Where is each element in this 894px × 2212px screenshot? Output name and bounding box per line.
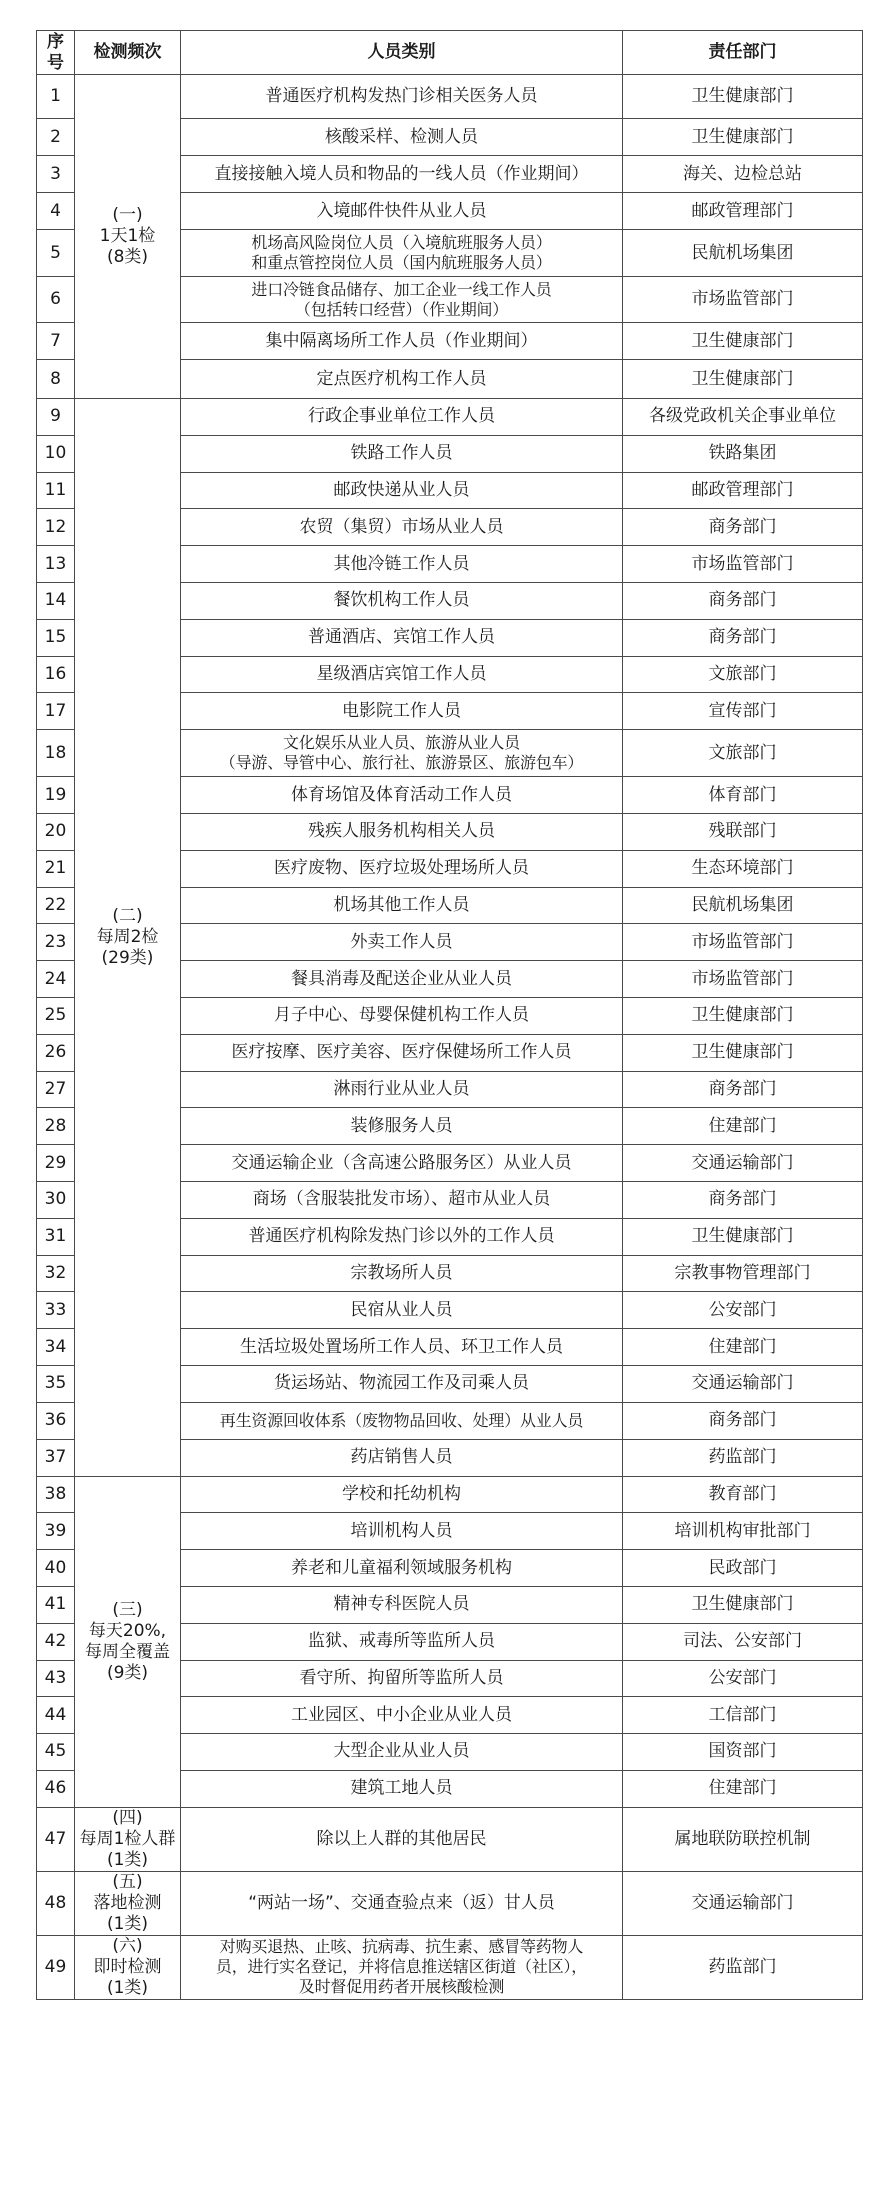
personnel-category: 药店销售人员 <box>181 1439 623 1476</box>
personnel-category: 电影院工作人员 <box>181 693 623 730</box>
responsible-department: 体育部门 <box>623 777 863 814</box>
row-number: 22 <box>37 887 75 924</box>
frequency-group-1: (一) 1天1检 (8类) <box>75 75 181 399</box>
row-number: 17 <box>37 693 75 730</box>
personnel-category: 淋雨行业从业人员 <box>181 1071 623 1108</box>
responsible-department: 住建部门 <box>623 1329 863 1366</box>
row-number: 41 <box>37 1586 75 1623</box>
responsible-department: 民航机场集团 <box>623 230 863 277</box>
responsible-department: 药监部门 <box>623 1439 863 1476</box>
responsible-department: 交通运输部门 <box>623 1145 863 1182</box>
row-number: 16 <box>37 656 75 693</box>
table-row <box>37 399 863 436</box>
responsible-department: 宣传部门 <box>623 693 863 730</box>
frequency-group-4: (四) 每周1检人群 (1类) <box>75 1807 181 1871</box>
personnel-category: 再生资源回收体系（废物物品回收、处理）从业人员 <box>181 1402 623 1439</box>
row-number: 36 <box>37 1402 75 1439</box>
responsible-department: 商务部门 <box>623 509 863 546</box>
personnel-category: 星级酒店宾馆工作人员 <box>181 656 623 693</box>
row-number: 49 <box>37 1935 75 1999</box>
personnel-category: 商场（含服装批发市场）、超市从业人员 <box>181 1181 623 1218</box>
frequency-group-6: (六) 即时检测 (1类) <box>75 1935 181 1999</box>
personnel-category: 体育场馆及体育活动工作人员 <box>181 777 623 814</box>
responsible-department: 卫生健康部门 <box>623 360 863 399</box>
row-number: 30 <box>37 1181 75 1218</box>
testing-frequency-table <box>36 30 863 2000</box>
personnel-category: 进口冷链食品储存、加工企业一线工作人员 （包括转口经营）（作业期间） <box>181 277 623 323</box>
frequency-group-5: (五) 落地检测 (1类) <box>75 1871 181 1935</box>
responsible-department: 市场监管部门 <box>623 546 863 583</box>
responsible-department: 生态环境部门 <box>623 850 863 887</box>
table-row <box>37 1871 863 1935</box>
responsible-department: 卫生健康部门 <box>623 75 863 119</box>
personnel-category: 普通酒店、宾馆工作人员 <box>181 619 623 656</box>
row-number: 11 <box>37 472 75 509</box>
responsible-department: 商务部门 <box>623 1181 863 1218</box>
responsible-department: 属地联防联控机制 <box>623 1807 863 1871</box>
row-number: 10 <box>37 435 75 472</box>
personnel-category: 民宿从业人员 <box>181 1292 623 1329</box>
row-number: 26 <box>37 1034 75 1071</box>
row-number: 46 <box>37 1770 75 1807</box>
row-number: 43 <box>37 1660 75 1697</box>
personnel-category: 农贸（集贸）市场从业人员 <box>181 509 623 546</box>
row-number: 2 <box>37 119 75 156</box>
row-number: 21 <box>37 850 75 887</box>
personnel-category: 医疗按摩、医疗美容、医疗保健场所工作人员 <box>181 1034 623 1071</box>
responsible-department: 海关、边检总站 <box>623 156 863 193</box>
row-number: 3 <box>37 156 75 193</box>
frequency-group-2: (二) 每周2检 (29类) <box>75 399 181 1477</box>
personnel-category: 铁路工作人员 <box>181 435 623 472</box>
responsible-department: 邮政管理部门 <box>623 472 863 509</box>
personnel-category: 装修服务人员 <box>181 1108 623 1145</box>
personnel-category: 对购买退热、止咳、抗病毒、抗生素、感冒等药物人 员，进行实名登记，并将信息推送辖区街道（社区）， 及时督促用药者开展核酸检测 <box>181 1935 623 1999</box>
responsible-department: 商务部门 <box>623 1402 863 1439</box>
responsible-department: 残联部门 <box>623 813 863 850</box>
row-number: 13 <box>37 546 75 583</box>
responsible-department: 文旅部门 <box>623 656 863 693</box>
responsible-department: 教育部门 <box>623 1476 863 1513</box>
responsible-department: 卫生健康部门 <box>623 119 863 156</box>
personnel-category: 看守所、拘留所等监所人员 <box>181 1660 623 1697</box>
row-number: 32 <box>37 1255 75 1292</box>
row-number: 8 <box>37 360 75 399</box>
header-freq: 检测频次 <box>75 31 181 75</box>
responsible-department: 商务部门 <box>623 582 863 619</box>
personnel-category: 定点医疗机构工作人员 <box>181 360 623 399</box>
personnel-category: 监狱、戒毒所等监所人员 <box>181 1623 623 1660</box>
row-number: 45 <box>37 1734 75 1771</box>
row-number: 6 <box>37 277 75 323</box>
row-number: 1 <box>37 75 75 119</box>
row-number: 4 <box>37 193 75 230</box>
row-number: 5 <box>37 230 75 277</box>
responsible-department: 商务部门 <box>623 619 863 656</box>
responsible-department: 卫生健康部门 <box>623 997 863 1034</box>
personnel-category: 邮政快递从业人员 <box>181 472 623 509</box>
responsible-department: 交通运输部门 <box>623 1365 863 1402</box>
row-number: 15 <box>37 619 75 656</box>
row-number: 34 <box>37 1329 75 1366</box>
personnel-category: 建筑工地人员 <box>181 1770 623 1807</box>
personnel-category: 集中隔离场所工作人员（作业期间） <box>181 323 623 360</box>
row-number: 23 <box>37 924 75 961</box>
responsible-department: 公安部门 <box>623 1292 863 1329</box>
responsible-department: 卫生健康部门 <box>623 1218 863 1255</box>
responsible-department: 公安部门 <box>623 1660 863 1697</box>
personnel-category: 工业园区、中小企业从业人员 <box>181 1697 623 1734</box>
personnel-category: 精神专科医院人员 <box>181 1586 623 1623</box>
personnel-category: 外卖工作人员 <box>181 924 623 961</box>
personnel-category: 除以上人群的其他居民 <box>181 1807 623 1871</box>
row-number: 14 <box>37 582 75 619</box>
personnel-category: 交通运输企业（含高速公路服务区）从业人员 <box>181 1145 623 1182</box>
responsible-department: 各级党政机关企事业单位 <box>623 399 863 436</box>
row-number: 31 <box>37 1218 75 1255</box>
responsible-department: 住建部门 <box>623 1108 863 1145</box>
personnel-category: 普通医疗机构发热门诊相关医务人员 <box>181 75 623 119</box>
row-number: 35 <box>37 1365 75 1402</box>
table-body <box>37 75 863 2000</box>
responsible-department: 邮政管理部门 <box>623 193 863 230</box>
responsible-department: 卫生健康部门 <box>623 1586 863 1623</box>
responsible-department: 市场监管部门 <box>623 961 863 998</box>
row-number: 42 <box>37 1623 75 1660</box>
responsible-department: 市场监管部门 <box>623 924 863 961</box>
personnel-category: 机场其他工作人员 <box>181 887 623 924</box>
responsible-department: 工信部门 <box>623 1697 863 1734</box>
personnel-category: 医疗废物、医疗垃圾处理场所人员 <box>181 850 623 887</box>
personnel-category: 餐具消毒及配送企业从业人员 <box>181 961 623 998</box>
responsible-department: 市场监管部门 <box>623 277 863 323</box>
personnel-category: 入境邮件快件从业人员 <box>181 193 623 230</box>
table-row <box>37 1807 863 1871</box>
personnel-category: 残疾人服务机构相关人员 <box>181 813 623 850</box>
responsible-department: 民政部门 <box>623 1550 863 1587</box>
personnel-category: “两站一场”、交通查验点来（返）甘人员 <box>181 1871 623 1935</box>
personnel-category: 行政企事业单位工作人员 <box>181 399 623 436</box>
personnel-category: 餐饮机构工作人员 <box>181 582 623 619</box>
row-number: 39 <box>37 1513 75 1550</box>
personnel-category: 其他冷链工作人员 <box>181 546 623 583</box>
row-number: 20 <box>37 813 75 850</box>
personnel-category: 培训机构人员 <box>181 1513 623 1550</box>
table-row <box>37 1476 863 1513</box>
personnel-category: 文化娱乐从业人员、旅游从业人员 （导游、导管中心、旅行社、旅游景区、旅游包车） <box>181 730 623 777</box>
row-number: 28 <box>37 1108 75 1145</box>
row-number: 24 <box>37 961 75 998</box>
row-number: 38 <box>37 1476 75 1513</box>
table-row <box>37 75 863 119</box>
responsible-department: 民航机场集团 <box>623 887 863 924</box>
personnel-category: 普通医疗机构除发热门诊以外的工作人员 <box>181 1218 623 1255</box>
row-number: 7 <box>37 323 75 360</box>
personnel-category: 养老和儿童福利领域服务机构 <box>181 1550 623 1587</box>
personnel-category: 货运场站、物流园工作及司乘人员 <box>181 1365 623 1402</box>
personnel-category: 大型企业从业人员 <box>181 1734 623 1771</box>
responsible-department: 国资部门 <box>623 1734 863 1771</box>
personnel-category: 宗教场所人员 <box>181 1255 623 1292</box>
personnel-category: 月子中心、母婴保健机构工作人员 <box>181 997 623 1034</box>
responsible-department: 商务部门 <box>623 1071 863 1108</box>
row-number: 18 <box>37 730 75 777</box>
row-number: 33 <box>37 1292 75 1329</box>
responsible-department: 文旅部门 <box>623 730 863 777</box>
row-number: 19 <box>37 777 75 814</box>
responsible-department: 药监部门 <box>623 1935 863 1999</box>
responsible-department: 铁路集团 <box>623 435 863 472</box>
personnel-category: 生活垃圾处置场所工作人员、环卫工作人员 <box>181 1329 623 1366</box>
table-row <box>37 1935 863 1999</box>
responsible-department: 交通运输部门 <box>623 1871 863 1935</box>
responsible-department: 培训机构审批部门 <box>623 1513 863 1550</box>
responsible-department: 住建部门 <box>623 1770 863 1807</box>
table-wrapper <box>36 30 862 2000</box>
header-row <box>37 31 863 75</box>
header-category: 人员类别 <box>181 31 623 75</box>
frequency-group-3: (三) 每天20%, 每周全覆盖 (9类) <box>75 1476 181 1807</box>
personnel-category: 核酸采样、检测人员 <box>181 119 623 156</box>
row-number: 25 <box>37 997 75 1034</box>
row-number: 47 <box>37 1807 75 1871</box>
header-no: 序号 <box>37 31 75 75</box>
personnel-category: 直接接触入境人员和物品的一线人员（作业期间） <box>181 156 623 193</box>
row-number: 37 <box>37 1439 75 1476</box>
row-number: 40 <box>37 1550 75 1587</box>
header-dept: 责任部门 <box>623 31 863 75</box>
personnel-category: 机场高风险岗位人员（入境航班服务人员） 和重点管控岗位人员（国内航班服务人员） <box>181 230 623 277</box>
responsible-department: 卫生健康部门 <box>623 323 863 360</box>
responsible-department: 卫生健康部门 <box>623 1034 863 1071</box>
personnel-category: 学校和托幼机构 <box>181 1476 623 1513</box>
row-number: 12 <box>37 509 75 546</box>
row-number: 48 <box>37 1871 75 1935</box>
row-number: 27 <box>37 1071 75 1108</box>
row-number: 44 <box>37 1697 75 1734</box>
responsible-department: 司法、公安部门 <box>623 1623 863 1660</box>
responsible-department: 宗教事物管理部门 <box>623 1255 863 1292</box>
row-number: 9 <box>37 399 75 436</box>
row-number: 29 <box>37 1145 75 1182</box>
